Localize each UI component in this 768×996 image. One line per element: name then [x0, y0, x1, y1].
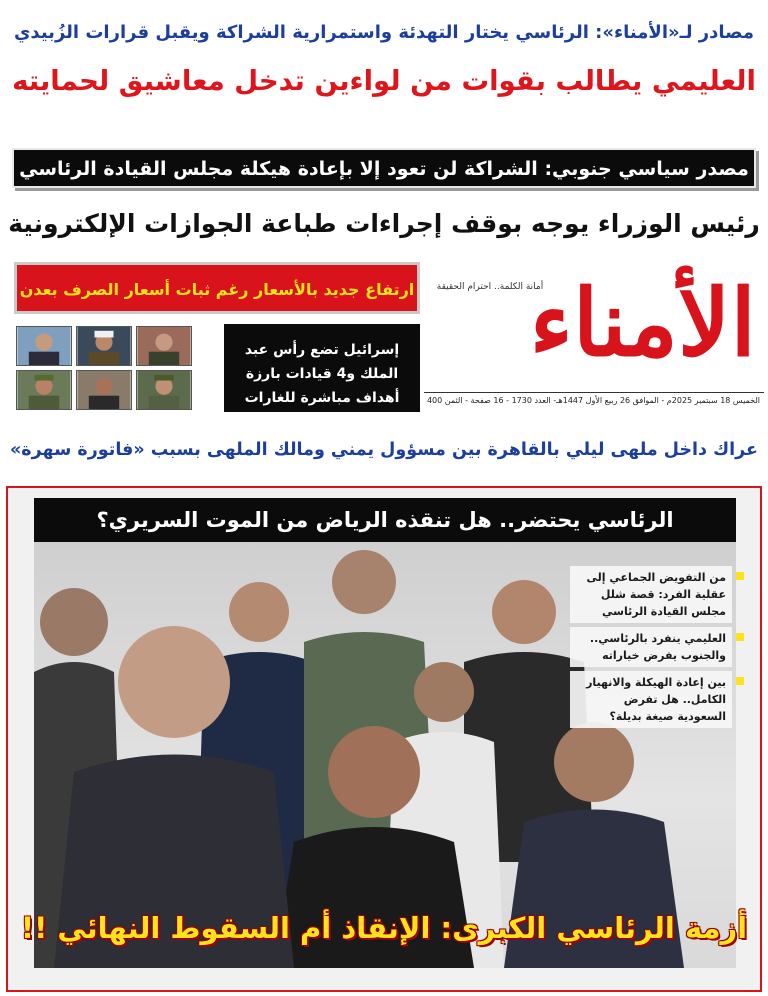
masthead	[424, 258, 764, 408]
headline-5: عراك داخل ملهى ليلي بالقاهرة بين مسؤول يمني ومالك الملهى بسبب «فاتورة سهرة»	[10, 440, 758, 460]
portrait-thumbnail	[16, 326, 72, 366]
bullet-item: العليمي ينفرد بالرئاسي.. والجنوب يفرض خياراته	[570, 627, 732, 667]
feature-section	[6, 486, 762, 992]
portrait-thumbnail	[136, 370, 192, 410]
masthead-logo: الأمناء	[529, 269, 756, 377]
masthead-issue-info: الخميس 18 سبتمبر 2025م - الموافق 26 ربيع الأول 1447هـ- العدد 1730 - 16 صفحة - الثمن 400	[424, 392, 764, 408]
red-banner: ارتفاع جديد بالأسعار رغم ثبات أسعار الصرف بعدن	[14, 262, 420, 314]
news-box-text: إسرائيل تضع رأس عبد الملك و4 قيادات بارزة أهداف مباشرة للغارات الجوية	[224, 324, 420, 412]
bullet-item: بين إعادة الهيكلة والانهيار الكامل.. هل تفرض السعودية صيغة بديلة؟	[570, 671, 732, 728]
headline-3-banner: مصدر سياسي جنوبي: الشراكة لن تعود إلا بإعادة هيكلة مجلس القيادة الرئاسي	[12, 148, 756, 188]
bullet-square-icon	[736, 633, 744, 641]
masthead-slogan: أمانة الكلمة.. احترام الحقيقة	[436, 282, 544, 292]
bullet-square-icon	[736, 572, 744, 580]
portrait-thumbnail	[16, 370, 72, 410]
feature-bullets	[570, 566, 732, 732]
bullet-item: من التفويض الجماعي إلى عقلية الفرد: قصة شلل مجلس القيادة الرئاسي	[570, 566, 732, 623]
headline-4: رئيس الوزراء يوجه بوقف إجراءات طباعة الجوازات الإلكترونية	[8, 209, 760, 238]
bullet-square-icon	[736, 677, 744, 685]
portrait-thumbnail	[76, 370, 132, 410]
news-box	[14, 322, 420, 430]
portrait-thumbnail	[76, 326, 132, 366]
headline-1: مصادر لـ«الأمناء»: الرئاسي يختار التهدئة واستمرارية الشراكة ويقبل قرارات الزُبيدي	[13, 22, 755, 43]
feature-title: الرئاسي يحتضر.. هل تنقذه الرياض من الموت السريري؟	[34, 498, 736, 542]
portrait-thumbnail	[136, 326, 192, 366]
feature-bottom-headline: أزمة الرئاسي الكبرى: الإنقاذ أم السقوط النهائي !!	[20, 911, 748, 945]
headline-2: العليمي يطالب بقوات من لواءين تدخل معاشيق لحمايته	[12, 65, 756, 97]
